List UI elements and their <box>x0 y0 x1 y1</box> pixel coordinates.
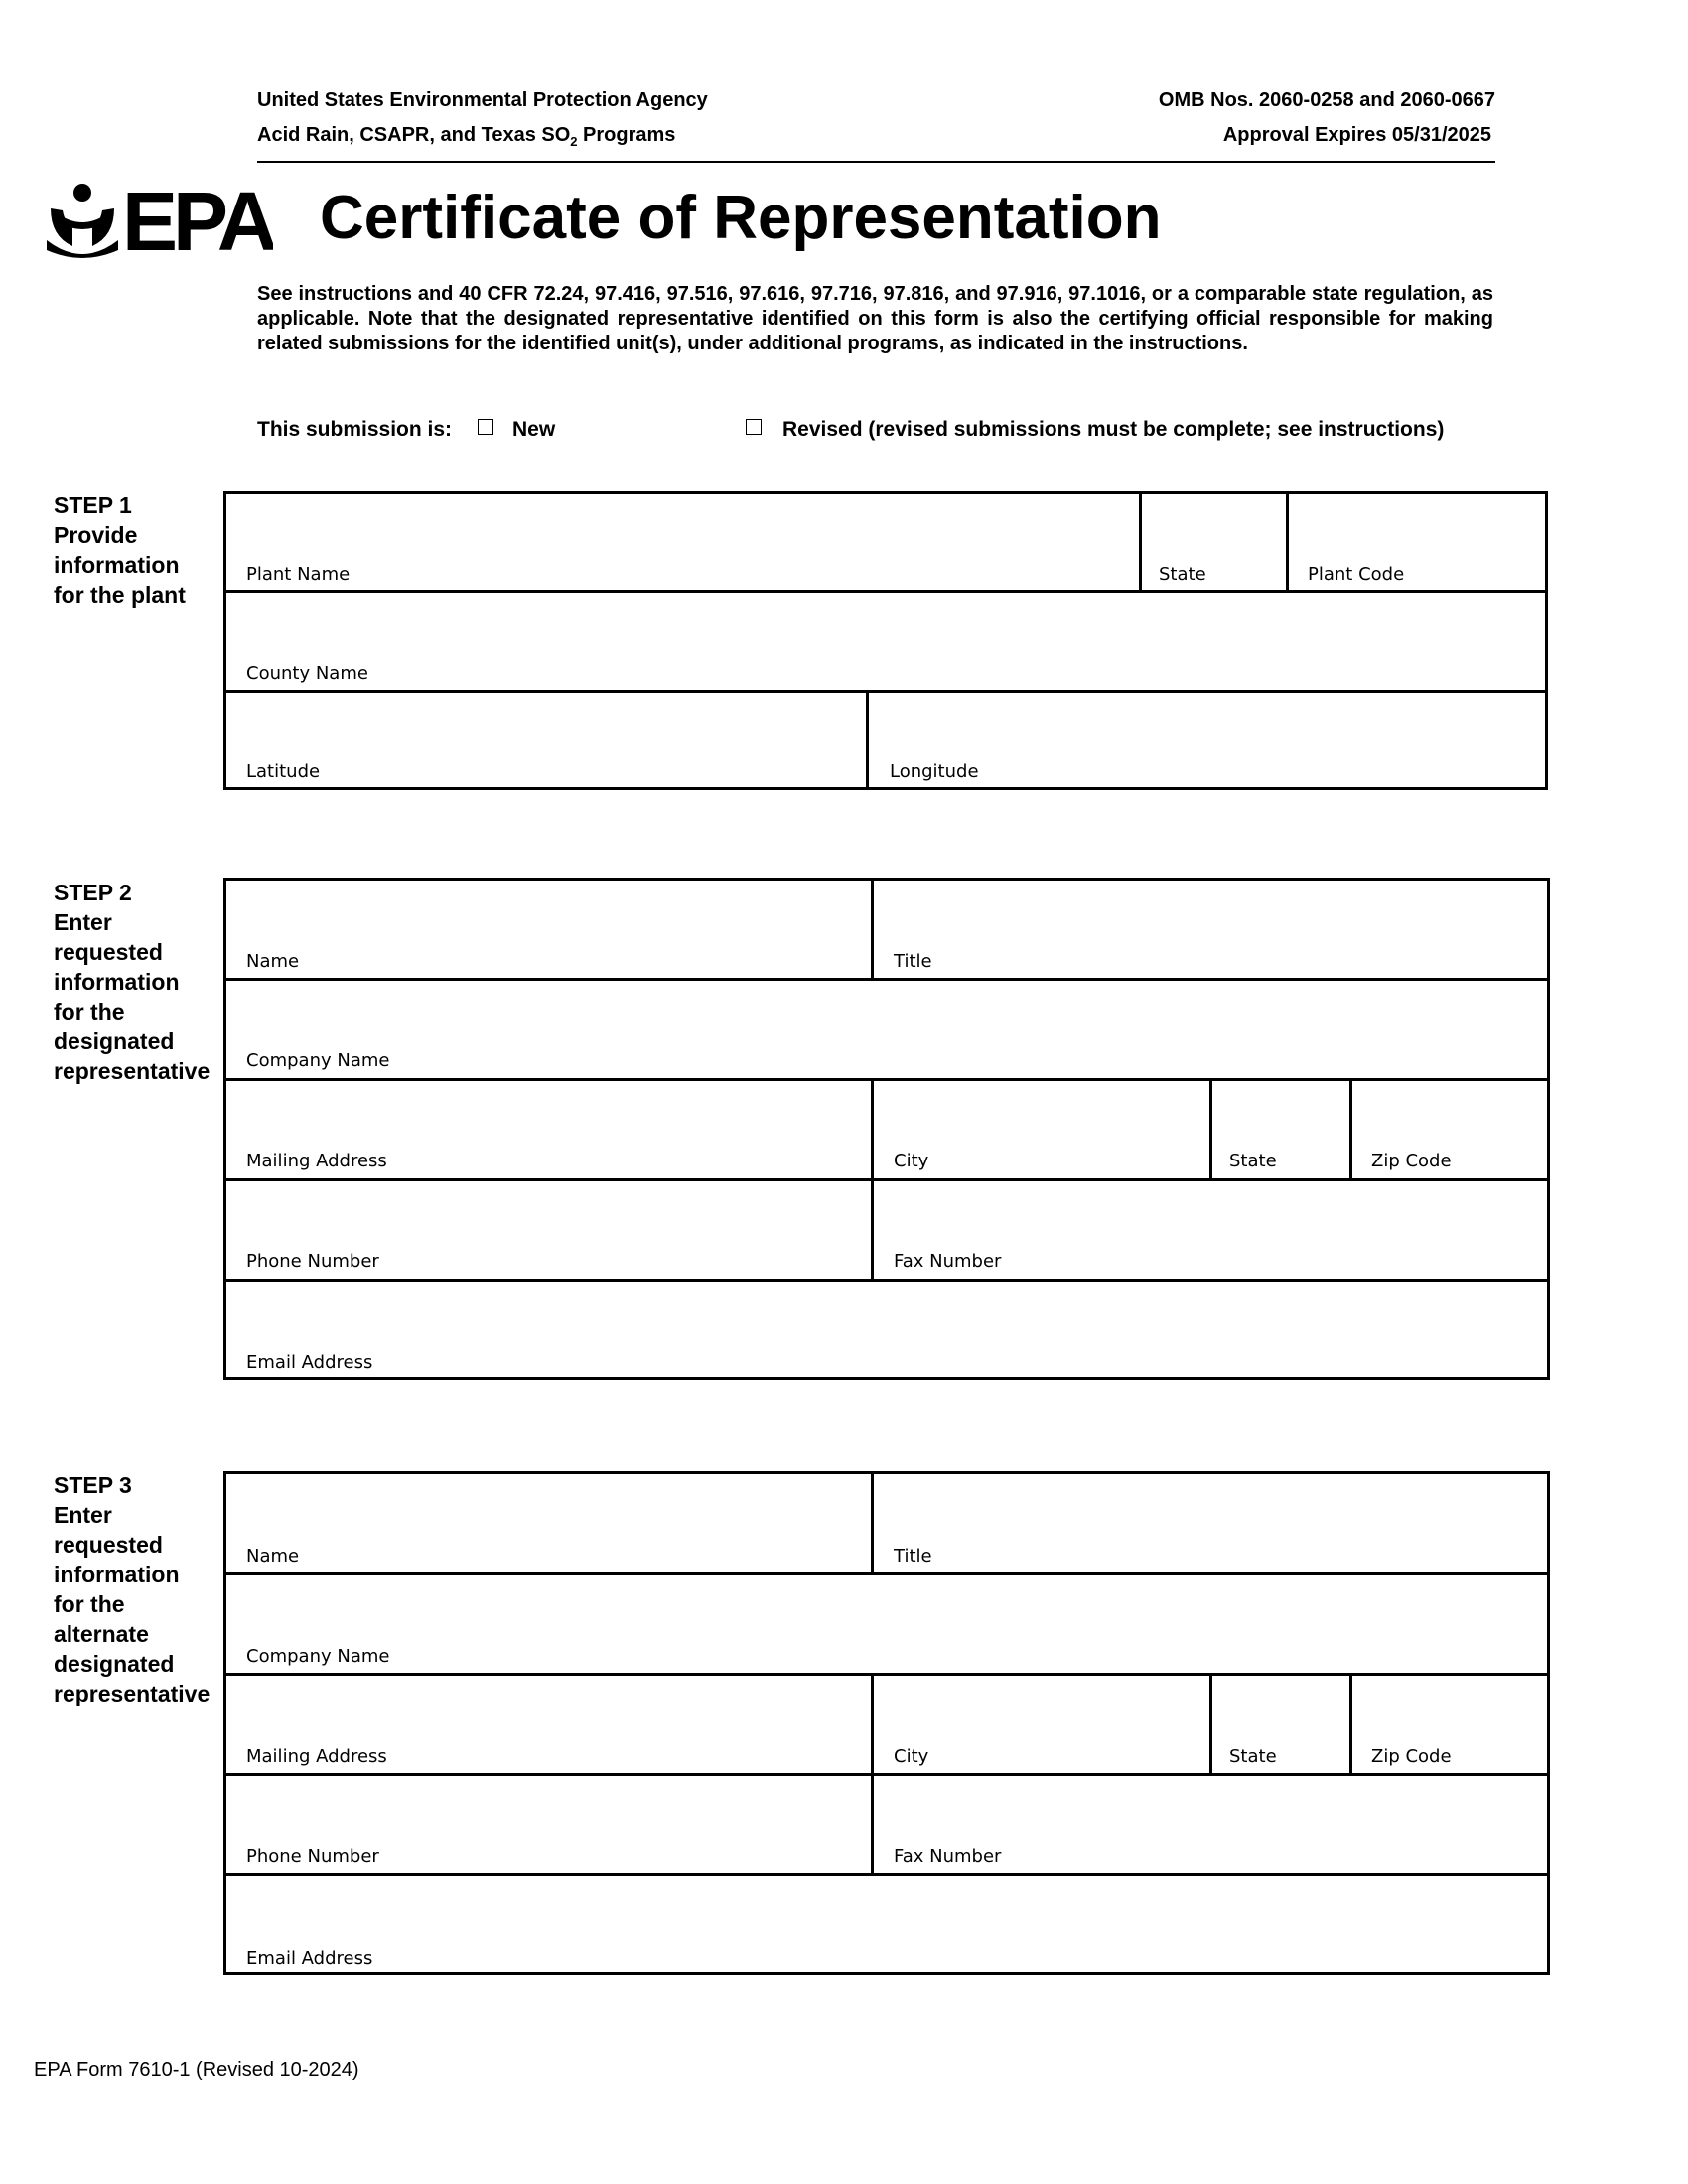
row-divider <box>223 1873 1550 1876</box>
latitude-label: Latitude <box>246 761 321 782</box>
plant-name-label: Plant Name <box>246 564 351 585</box>
step2-desc-line: information <box>54 969 180 995</box>
step2-desc-line: for the <box>54 999 125 1024</box>
adr-phone-input[interactable] <box>233 1784 868 1841</box>
dr-city-label: City <box>894 1151 929 1171</box>
col-divider <box>871 1471 874 1574</box>
step3-desc-line: information <box>54 1562 180 1587</box>
new-checkbox[interactable] <box>478 419 493 440</box>
row-divider <box>223 690 1548 693</box>
adr-email-input[interactable] <box>233 1884 1545 1941</box>
epa-flower-icon <box>45 179 273 258</box>
col-divider <box>871 878 874 980</box>
col-divider <box>1209 1673 1212 1775</box>
longitude-label: Longitude <box>890 761 979 782</box>
header-rule <box>257 161 1495 163</box>
adr-title-label: Title <box>894 1546 932 1567</box>
plant-state-label: State <box>1159 564 1206 585</box>
adr-company-input[interactable] <box>233 1583 1545 1640</box>
programs-subscript: 2 <box>570 134 578 149</box>
step1-desc-line: Provide <box>54 522 138 548</box>
dr-zip-label: Zip Code <box>1371 1151 1452 1171</box>
adr-name-input[interactable] <box>233 1483 868 1540</box>
form-number-footer: EPA Form 7610-1 (Revised 10-2024) <box>34 2059 359 2081</box>
dr-name-label: Name <box>246 951 300 972</box>
adr-state-input[interactable] <box>1219 1684 1347 1740</box>
step1-desc-line: for the plant <box>54 582 186 608</box>
latitude-input[interactable] <box>233 700 863 756</box>
adr-address-input[interactable] <box>233 1684 868 1740</box>
col-divider <box>871 1673 874 1875</box>
dr-address-input[interactable] <box>233 1088 868 1145</box>
dr-phone-input[interactable] <box>233 1188 868 1245</box>
dr-email-label: Email Address <box>246 1352 373 1373</box>
dr-company-input[interactable] <box>233 988 1545 1044</box>
adr-title-input[interactable] <box>881 1483 1545 1540</box>
county-name-label: County Name <box>246 663 368 684</box>
dr-title-input[interactable] <box>881 888 1545 945</box>
adr-name-label: Name <box>246 1546 300 1567</box>
dr-title-label: Title <box>894 951 932 972</box>
row-divider <box>223 1572 1550 1575</box>
epa-logo-text: EPA <box>122 179 273 258</box>
adr-address-label: Mailing Address <box>246 1746 387 1767</box>
row-divider <box>223 1279 1550 1282</box>
adr-zip-label: Zip Code <box>1371 1746 1452 1767</box>
step2-desc-line: Enter <box>54 909 112 935</box>
col-divider <box>1349 1673 1352 1775</box>
step2-heading <box>54 878 232 1086</box>
adr-fax-label: Fax Number <box>894 1846 1002 1867</box>
col-divider <box>871 1078 874 1280</box>
step3-desc-line: Enter <box>54 1502 112 1528</box>
step3-desc-line: representative <box>54 1681 211 1706</box>
adr-company-label: Company Name <box>246 1646 390 1667</box>
col-divider <box>1349 1078 1352 1180</box>
adr-fax-input[interactable] <box>881 1784 1545 1841</box>
dr-name-input[interactable] <box>233 888 868 945</box>
revised-label: Revised (revised submissions must be complete; see instructions) <box>782 418 1445 441</box>
page-title: Certificate of Representation <box>320 184 1162 252</box>
revised-checkbox[interactable] <box>746 419 762 440</box>
plant-code-input[interactable] <box>1296 501 1543 558</box>
step3-desc-line: requested <box>54 1532 163 1558</box>
instructions-paragraph: See instructions and 40 CFR 72.24, 97.416, 97.516, 97.616, 97.716, 97.816, and 97.916, 97.1016, or a comparable state regulation, as applicable. Note that the designated representative identified on this form is also the certifying official responsible for making related submissions for the identified unit(s), under additional programs, as indicated in the instructions. <box>257 283 1493 354</box>
step2-desc-line: designated <box>54 1028 175 1054</box>
agency-name: United States Environmental Protection Agency <box>257 89 708 111</box>
dr-fax-input[interactable] <box>881 1188 1545 1245</box>
epa-logo <box>45 179 273 258</box>
dr-fax-label: Fax Number <box>894 1251 1002 1272</box>
adr-city-input[interactable] <box>881 1684 1207 1740</box>
plant-name-input[interactable] <box>233 501 1131 558</box>
step1-number: STEP 1 <box>54 492 132 518</box>
step3-number: STEP 3 <box>54 1472 132 1498</box>
col-divider <box>1209 1078 1212 1180</box>
adr-zip-input[interactable] <box>1359 1684 1545 1740</box>
longitude-input[interactable] <box>876 700 1543 756</box>
omb-numbers: OMB Nos. 2060-0258 and 2060-0667 <box>1158 89 1495 111</box>
adr-city-label: City <box>894 1746 929 1767</box>
dr-company-label: Company Name <box>246 1050 390 1071</box>
dr-phone-label: Phone Number <box>246 1251 379 1272</box>
adr-phone-label: Phone Number <box>246 1846 379 1867</box>
dr-zip-input[interactable] <box>1359 1088 1545 1145</box>
county-name-input[interactable] <box>233 601 1543 657</box>
col-divider <box>1286 491 1289 592</box>
step3-heading <box>54 1470 232 1708</box>
plant-code-label: Plant Code <box>1308 564 1405 585</box>
dr-state-input[interactable] <box>1219 1088 1347 1145</box>
row-divider <box>223 978 1550 981</box>
col-divider <box>866 690 869 790</box>
dr-state-label: State <box>1229 1151 1277 1171</box>
step1-heading <box>54 490 232 610</box>
programs-suffix: Programs <box>577 124 676 146</box>
approval-expires: Approval Expires 05/31/2025 <box>1222 124 1491 146</box>
row-divider <box>223 590 1548 593</box>
step2-desc-line: requested <box>54 939 163 965</box>
step3-desc-line: alternate <box>54 1621 149 1647</box>
step2-number: STEP 2 <box>54 880 132 905</box>
adr-state-label: State <box>1229 1746 1277 1767</box>
adr-email-label: Email Address <box>246 1948 373 1969</box>
plant-state-input[interactable] <box>1149 501 1282 558</box>
step2-desc-line: representative <box>54 1058 211 1084</box>
step3-desc-line: for the <box>54 1591 125 1617</box>
programs-line <box>257 124 675 149</box>
dr-email-input[interactable] <box>233 1289 1545 1345</box>
programs-prefix: Acid Rain, CSAPR, and Texas SO <box>257 124 571 146</box>
step3-desc-line: designated <box>54 1651 175 1677</box>
col-divider <box>1139 491 1142 592</box>
new-label: New <box>512 418 556 441</box>
step1-desc-line: information <box>54 552 180 578</box>
dr-city-input[interactable] <box>881 1088 1207 1145</box>
dr-address-label: Mailing Address <box>246 1151 387 1171</box>
submission-label: This submission is: <box>257 418 453 441</box>
